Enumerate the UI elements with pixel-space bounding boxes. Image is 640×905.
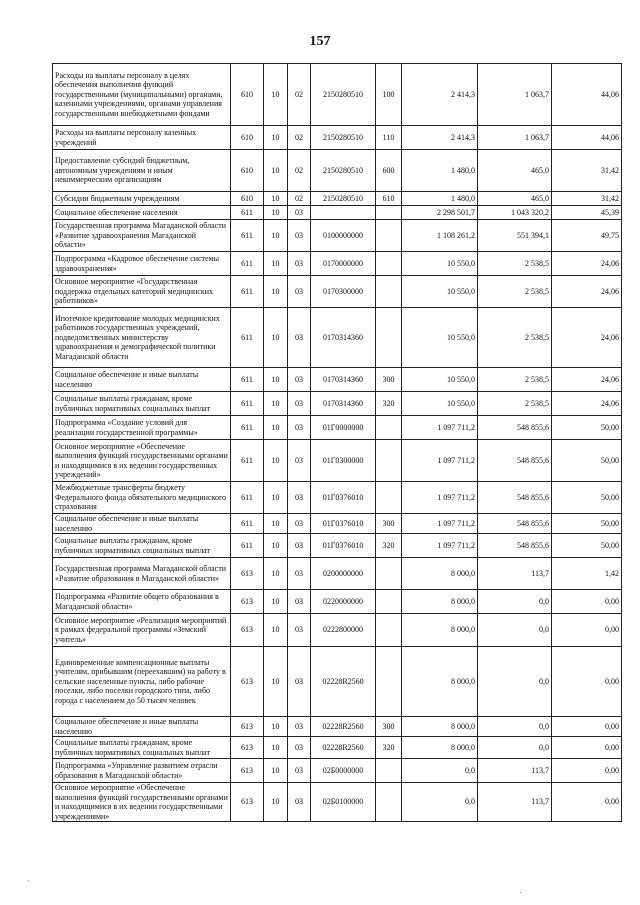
row-section-cell: 10	[264, 614, 288, 647]
budget-table	[52, 63, 622, 822]
row-plan-cell: 10 550,0	[402, 276, 478, 308]
row-subsection-cell: 03	[288, 252, 311, 276]
row-target-cell: 0170000000	[311, 252, 376, 276]
row-subsection-cell: 03	[288, 368, 311, 392]
row-subsection-cell: 02	[288, 150, 311, 192]
row-section-cell: 10	[264, 64, 288, 126]
row-admin-cell: 613	[231, 614, 264, 647]
row-subsection-cell: 03	[288, 614, 311, 647]
row-target-cell: 02228R2560	[311, 737, 376, 759]
row-admin-cell: 611	[231, 252, 264, 276]
row-vr-cell: 320	[376, 392, 402, 416]
row-target-cell: 0170314360	[311, 392, 376, 416]
table-row	[53, 558, 622, 590]
table-body	[53, 64, 622, 822]
row-target-cell: 2150280510	[311, 150, 376, 192]
row-actual-cell: 113,7	[478, 783, 552, 822]
row-plan-cell: 10 550,0	[402, 368, 478, 392]
row-actual-cell: 113,7	[478, 759, 552, 783]
row-plan-cell: 2 414,3	[402, 126, 478, 150]
row-percent-cell: 0,00	[552, 717, 622, 737]
table-row	[53, 514, 622, 534]
row-name-cell: Основное мероприятие «Обеспечение выполнения функций государственными органами и находящимися в их ведении государственных учреждений»	[53, 440, 231, 482]
row-target-cell: 02228R2560	[311, 647, 376, 717]
row-subsection-cell: 02	[288, 126, 311, 150]
row-actual-cell: 2 538,5	[478, 308, 552, 368]
row-target-cell: 02Б0000000	[311, 759, 376, 783]
row-admin-cell: 613	[231, 590, 264, 614]
row-section-cell: 10	[264, 440, 288, 482]
row-admin-cell: 611	[231, 534, 264, 558]
row-plan-cell: 8 000,0	[402, 558, 478, 590]
row-name-cell: Подпрограмма «Кадровое обеспечение системы здравоохранения»	[53, 252, 231, 276]
row-admin-cell: 611	[231, 308, 264, 368]
row-admin-cell: 611	[231, 416, 264, 440]
row-admin-cell: 613	[231, 783, 264, 822]
row-vr-cell	[376, 276, 402, 308]
row-actual-cell: 548 855,6	[478, 440, 552, 482]
row-actual-cell: 548 855,6	[478, 514, 552, 534]
row-actual-cell: 0,0	[478, 647, 552, 717]
row-vr-cell: 610	[376, 192, 402, 206]
row-actual-cell: 465,0	[478, 192, 552, 206]
row-percent-cell: 0,00	[552, 647, 622, 717]
row-percent-cell: 50,00	[552, 514, 622, 534]
row-admin-cell: 613	[231, 558, 264, 590]
table-row	[53, 368, 622, 392]
row-plan-cell: 8 000,0	[402, 717, 478, 737]
table-row	[53, 590, 622, 614]
row-percent-cell: 24,06	[552, 392, 622, 416]
row-section-cell: 10	[264, 759, 288, 783]
row-subsection-cell: 03	[288, 276, 311, 308]
row-subsection-cell: 03	[288, 392, 311, 416]
row-target-cell: 01Г0376010	[311, 534, 376, 558]
row-name-cell: Межбюджетные трансферты бюджету Федерального фонда обязательного медицинского страхования	[53, 482, 231, 514]
row-admin-cell: 611	[231, 392, 264, 416]
row-name-cell: Расходы на выплаты персоналу в целях обеспечения выполнения функций государственными (муниципальными) органами, казенными учреждениями, органами управления государственными внебюджетными фондами	[53, 64, 231, 126]
row-target-cell: 02Б0100000	[311, 783, 376, 822]
table-row	[53, 416, 622, 440]
row-vr-cell	[376, 416, 402, 440]
row-percent-cell: 0,00	[552, 590, 622, 614]
row-admin-cell: 613	[231, 759, 264, 783]
row-subsection-cell: 03	[288, 440, 311, 482]
row-section-cell: 10	[264, 192, 288, 206]
row-plan-cell: 2 298 501,7	[402, 206, 478, 220]
row-percent-cell: 1,42	[552, 558, 622, 590]
row-actual-cell: 1 063,7	[478, 126, 552, 150]
row-section-cell: 10	[264, 717, 288, 737]
row-section-cell: 10	[264, 737, 288, 759]
row-actual-cell: 548 855,6	[478, 416, 552, 440]
row-vr-cell	[376, 647, 402, 717]
row-subsection-cell: 03	[288, 558, 311, 590]
row-percent-cell: 24,06	[552, 308, 622, 368]
row-name-cell: Подпрограмма «Создание условий для реализации государственной программы»	[53, 416, 231, 440]
row-vr-cell	[376, 558, 402, 590]
row-percent-cell: 31,42	[552, 150, 622, 192]
row-plan-cell: 1 097 711,2	[402, 514, 478, 534]
row-vr-cell	[376, 614, 402, 647]
row-subsection-cell: 03	[288, 514, 311, 534]
row-subsection-cell: 02	[288, 192, 311, 206]
row-actual-cell: 551 394,1	[478, 220, 552, 252]
row-plan-cell: 8 000,0	[402, 647, 478, 717]
row-admin-cell: 610	[231, 192, 264, 206]
table-row	[53, 276, 622, 308]
row-name-cell: Основное мероприятие «Государственная поддержка отдельных категорий медицинских работников»	[53, 276, 231, 308]
row-plan-cell: 1 097 711,2	[402, 482, 478, 514]
row-admin-cell: 611	[231, 220, 264, 252]
page-number: 157	[309, 34, 331, 49]
row-subsection-cell: 03	[288, 759, 311, 783]
row-vr-cell: 100	[376, 64, 402, 126]
row-admin-cell: 613	[231, 647, 264, 717]
table-row	[53, 783, 622, 822]
row-vr-cell	[376, 783, 402, 822]
row-vr-cell: 110	[376, 126, 402, 150]
row-section-cell: 10	[264, 482, 288, 514]
row-subsection-cell: 03	[288, 717, 311, 737]
row-name-cell: Социальное обеспечение и иные выплаты населению	[53, 514, 231, 534]
row-actual-cell: 548 855,6	[478, 534, 552, 558]
row-actual-cell: 465,0	[478, 150, 552, 192]
table-row	[53, 440, 622, 482]
row-vr-cell: 320	[376, 534, 402, 558]
row-subsection-cell: 03	[288, 220, 311, 252]
row-actual-cell: 1 043 320,2	[478, 206, 552, 220]
row-plan-cell: 1 097 711,2	[402, 416, 478, 440]
row-section-cell: 10	[264, 206, 288, 220]
table-row	[53, 150, 622, 192]
row-section-cell: 10	[264, 126, 288, 150]
row-section-cell: 10	[264, 558, 288, 590]
row-percent-cell: 50,00	[552, 482, 622, 514]
row-target-cell: 2150280510	[311, 64, 376, 126]
row-name-cell: Подпрограмма «Развитие общего образования в Магаданской области»	[53, 590, 231, 614]
row-target-cell: 0220000000	[311, 590, 376, 614]
row-section-cell: 10	[264, 416, 288, 440]
table-row	[53, 126, 622, 150]
row-vr-cell	[376, 482, 402, 514]
row-vr-cell: 300	[376, 514, 402, 534]
row-percent-cell: 50,00	[552, 416, 622, 440]
row-admin-cell: 610	[231, 150, 264, 192]
row-actual-cell: 0,0	[478, 590, 552, 614]
row-plan-cell: 10 550,0	[402, 392, 478, 416]
row-subsection-cell: 03	[288, 590, 311, 614]
table-row	[53, 759, 622, 783]
row-name-cell: Социальные выплаты гражданам, кроме публичных нормативных социальных выплат	[53, 392, 231, 416]
row-vr-cell: 300	[376, 717, 402, 737]
row-section-cell: 10	[264, 252, 288, 276]
table-row	[53, 192, 622, 206]
row-plan-cell: 1 097 711,2	[402, 534, 478, 558]
row-actual-cell: 2 538,5	[478, 392, 552, 416]
row-percent-cell: 49,75	[552, 220, 622, 252]
row-admin-cell: 611	[231, 206, 264, 220]
row-admin-cell: 611	[231, 514, 264, 534]
row-target-cell: 2150280510	[311, 192, 376, 206]
row-name-cell: Основное мероприятие «Реализация мероприятий в рамках федеральной программы «Земский учитель»	[53, 614, 231, 647]
row-target-cell: 0222800000	[311, 614, 376, 647]
row-vr-cell	[376, 308, 402, 368]
row-percent-cell: 0,00	[552, 737, 622, 759]
table-row	[53, 614, 622, 647]
row-section-cell: 10	[264, 514, 288, 534]
row-vr-cell	[376, 220, 402, 252]
row-percent-cell: 24,06	[552, 252, 622, 276]
row-admin-cell: 610	[231, 126, 264, 150]
row-plan-cell: 8 000,0	[402, 737, 478, 759]
row-vr-cell: 300	[376, 368, 402, 392]
row-percent-cell: 24,06	[552, 368, 622, 392]
row-section-cell: 10	[264, 783, 288, 822]
row-name-cell: Единовременные компенсационные выплаты учителям, прибывшим (переехавшим) на работу в сельские населенные пункты, либо рабочие поселки, либо поселки городского типа, либо города с населением до 50 тысяч человек	[53, 647, 231, 717]
row-name-cell: Социальное обеспечение населения	[53, 206, 231, 220]
row-actual-cell: 2 538,5	[478, 252, 552, 276]
row-target-cell: 0200000000	[311, 558, 376, 590]
row-target-cell: 0170300000	[311, 276, 376, 308]
row-percent-cell: 0,00	[552, 759, 622, 783]
row-subsection-cell: 03	[288, 783, 311, 822]
row-vr-cell	[376, 590, 402, 614]
row-percent-cell: 50,00	[552, 440, 622, 482]
row-target-cell: 01Г0376010	[311, 482, 376, 514]
table-row	[53, 220, 622, 252]
row-name-cell: Социальные выплаты гражданам, кроме публичных нормативных социальных выплат	[53, 737, 231, 759]
row-section-cell: 10	[264, 220, 288, 252]
row-admin-cell: 610	[231, 64, 264, 126]
row-percent-cell: 44,06	[552, 126, 622, 150]
row-section-cell: 10	[264, 308, 288, 368]
row-section-cell: 10	[264, 392, 288, 416]
row-name-cell: Расходы на выплаты персоналу казенных учреждений	[53, 126, 231, 150]
row-name-cell: Социальное обеспечение и иные выплаты населению	[53, 368, 231, 392]
row-actual-cell: 0,0	[478, 737, 552, 759]
row-name-cell: Ипотечное кредитование молодых медицинских работников государственных учреждений, подведомственных министерству здравоохранения и демографической политики Магаданской области	[53, 308, 231, 368]
row-plan-cell: 2 414,3	[402, 64, 478, 126]
row-subsection-cell: 03	[288, 206, 311, 220]
row-actual-cell: 113,7	[478, 558, 552, 590]
table-row	[53, 308, 622, 368]
row-vr-cell	[376, 252, 402, 276]
row-percent-cell: 0,00	[552, 783, 622, 822]
row-target-cell: 01Г0300000	[311, 440, 376, 482]
row-actual-cell: 548 855,6	[478, 482, 552, 514]
table-row	[53, 482, 622, 514]
table-row	[53, 717, 622, 737]
row-section-cell: 10	[264, 590, 288, 614]
row-percent-cell: 31,42	[552, 192, 622, 206]
row-target-cell: 0170314360	[311, 308, 376, 368]
row-name-cell: Подпрограмма «Управление развитием отрасли образования в Магаданской области»	[53, 759, 231, 783]
row-name-cell: Субсидии бюджетным учреждениям	[53, 192, 231, 206]
row-subsection-cell: 03	[288, 737, 311, 759]
row-section-cell: 10	[264, 534, 288, 558]
row-subsection-cell: 02	[288, 64, 311, 126]
row-subsection-cell: 03	[288, 534, 311, 558]
row-section-cell: 10	[264, 368, 288, 392]
row-plan-cell: 1 480,0	[402, 150, 478, 192]
row-target-cell: 01Г0000000	[311, 416, 376, 440]
row-vr-cell	[376, 759, 402, 783]
row-section-cell: 10	[264, 276, 288, 308]
row-plan-cell: 10 550,0	[402, 252, 478, 276]
table-row	[53, 534, 622, 558]
row-target-cell	[311, 206, 376, 220]
row-name-cell: Предоставление субсидий бюджетным, автономным учреждениям и иным некоммерческим организациям	[53, 150, 231, 192]
row-section-cell: 10	[264, 150, 288, 192]
table-row	[53, 64, 622, 126]
row-plan-cell: 1 480,0	[402, 192, 478, 206]
row-percent-cell: 0,00	[552, 614, 622, 647]
row-admin-cell: 613	[231, 717, 264, 737]
row-target-cell: 02228R2560	[311, 717, 376, 737]
row-vr-cell: 320	[376, 737, 402, 759]
row-plan-cell: 0,0	[402, 783, 478, 822]
row-percent-cell: 44,06	[552, 64, 622, 126]
row-target-cell: 01Г0376010	[311, 514, 376, 534]
row-admin-cell: 611	[231, 368, 264, 392]
row-target-cell: 0170314360	[311, 368, 376, 392]
row-actual-cell: 2 538,5	[478, 276, 552, 308]
row-section-cell: 10	[264, 647, 288, 717]
row-name-cell: Основное мероприятие «Обеспечение выполнения функций государственными органами и находящимися в их ведении государственными учреждениями»	[53, 783, 231, 822]
row-subsection-cell: 03	[288, 416, 311, 440]
row-plan-cell: 8 000,0	[402, 614, 478, 647]
table-row	[53, 737, 622, 759]
row-name-cell: Государственная программа Магаданской области «Развитие образования в Магаданской области»	[53, 558, 231, 590]
row-plan-cell: 10 550,0	[402, 308, 478, 368]
table-row	[53, 206, 622, 220]
row-name-cell: Социальное обеспечение и иные выплаты населению	[53, 717, 231, 737]
row-vr-cell	[376, 440, 402, 482]
row-admin-cell: 611	[231, 440, 264, 482]
row-subsection-cell: 03	[288, 308, 311, 368]
row-actual-cell: 1 063,7	[478, 64, 552, 126]
row-percent-cell: 24,06	[552, 276, 622, 308]
row-percent-cell: 50,00	[552, 534, 622, 558]
row-name-cell: Государственная программа Магаданской области «Развитие здравоохранения Магаданской области»	[53, 220, 231, 252]
row-target-cell: 2150280510	[311, 126, 376, 150]
row-subsection-cell: 03	[288, 647, 311, 717]
row-target-cell: 0100000000	[311, 220, 376, 252]
row-plan-cell: 0,0	[402, 759, 478, 783]
row-actual-cell: 0,0	[478, 614, 552, 647]
row-vr-cell: 600	[376, 150, 402, 192]
row-name-cell: Социальные выплаты гражданам, кроме публичных нормативных социальных выплат	[53, 534, 231, 558]
table-row	[53, 252, 622, 276]
row-subsection-cell: 03	[288, 482, 311, 514]
row-admin-cell: 613	[231, 737, 264, 759]
row-plan-cell: 8 000,0	[402, 590, 478, 614]
row-admin-cell: 611	[231, 482, 264, 514]
row-plan-cell: 1 108 261,2	[402, 220, 478, 252]
row-admin-cell: 611	[231, 276, 264, 308]
row-plan-cell: 1 097 711,2	[402, 440, 478, 482]
row-vr-cell	[376, 206, 402, 220]
row-actual-cell: 0,0	[478, 717, 552, 737]
table-row	[53, 647, 622, 717]
row-percent-cell: 45,39	[552, 206, 622, 220]
table-row	[53, 392, 622, 416]
row-actual-cell: 2 538,5	[478, 368, 552, 392]
